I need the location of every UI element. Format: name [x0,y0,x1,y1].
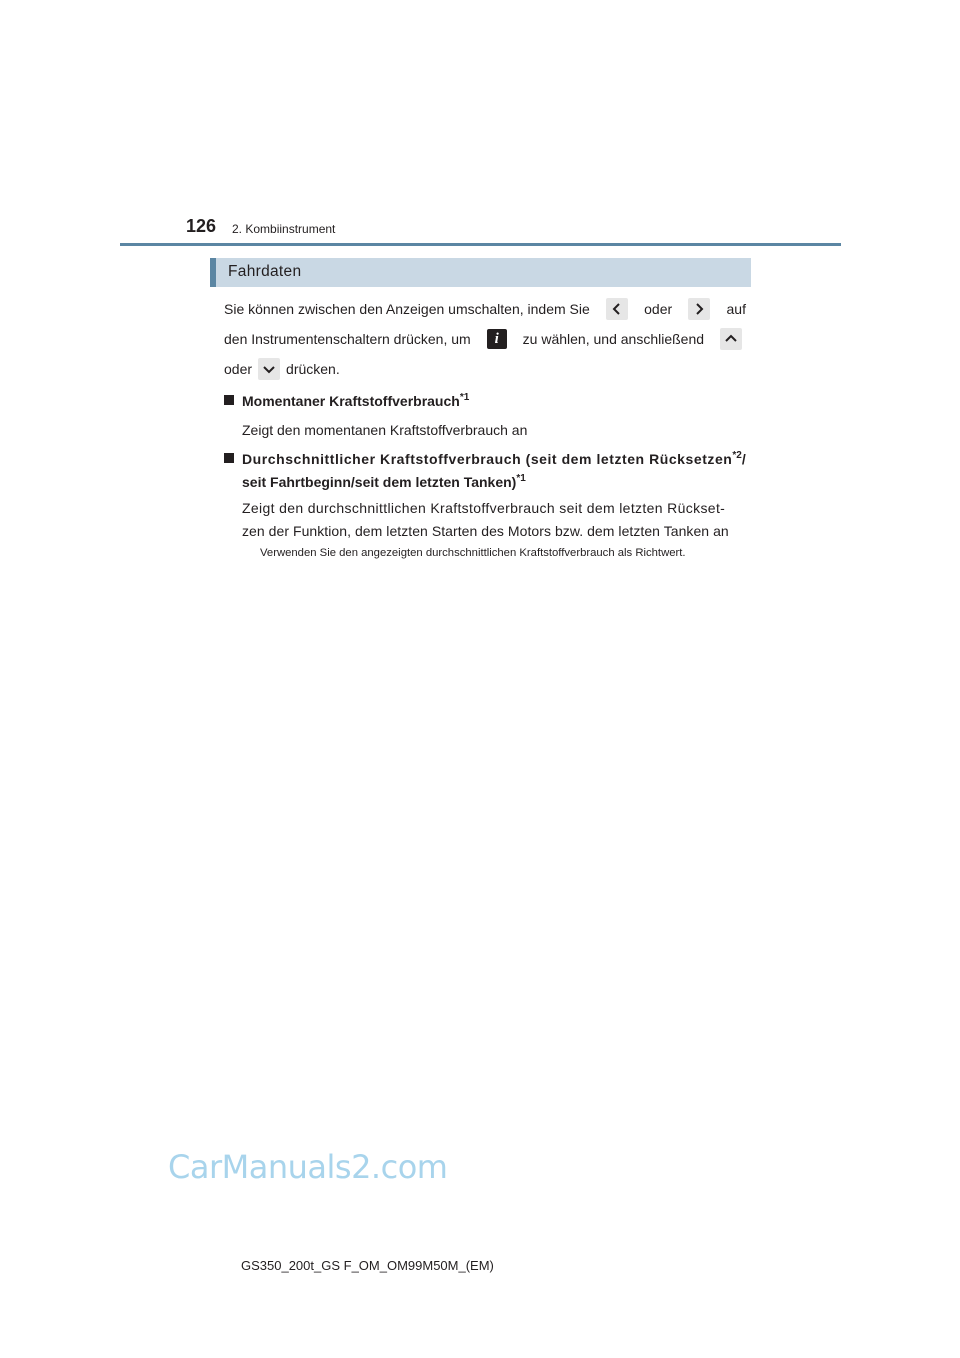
footnote-marker: *2 [732,450,742,461]
info-icon [487,329,507,349]
page-number: 126 [186,216,217,236]
intro-text: den Instrumentenschaltern drücken, um [224,331,471,347]
chevron-up-icon [720,328,742,350]
info-icon-glyph: i [494,331,499,347]
footnote-marker: *1 [459,392,470,403]
note-text: Verwenden Sie den angezeigten durchschnittlichen Kraftstoffverbrauch als Richtwert. [260,547,686,559]
item-title: Durchschnittlicher Kraftstoffverbrauch (seit dem letzten Rücksetzen [242,451,733,467]
item-heading [224,447,746,471]
chevron-down-icon [258,358,280,380]
footer-doc-code: GS350_200t_GS F_OM_OM99M50M_(EM) [241,1258,494,1273]
intro-text: oder [644,301,673,317]
chapter-title: 2. Kombiinstrument [232,222,336,236]
item-description: Zeigt den momentanen Kraftstoffverbrauch an [242,422,528,438]
chevron-right-icon [688,298,710,320]
bullet-square-icon [224,395,234,405]
intro-text: drücken. [286,361,340,377]
item-description: zen der Funktion, dem letzten Starten des Motors bzw. dem letzten Tanken an [242,523,729,539]
footnote-marker: *1 [516,473,526,484]
item-title: seit Fahrtbeginn/seit dem letzten Tanken) [242,474,517,490]
intro-line-1 [224,297,746,321]
item-description: Zeigt den durchschnittlichen Kraftstoffverbrauch seit dem letzten Rückset- [242,500,726,516]
watermark-logo: CarManuals2.com [168,1148,448,1186]
chevron-left-icon [606,298,628,320]
intro-text: zu wählen, und anschließend [522,331,705,347]
intro-line-3 [224,357,746,381]
item-title: Momentaner Kraftstoffverbrauch [242,393,460,409]
intro-text: Sie können zwischen den Anzeigen umschalten, indem Sie [224,301,590,317]
section-header [210,258,751,287]
item-title-slash: / [741,451,746,467]
item-heading [224,389,469,413]
item-heading-continued [242,470,526,494]
intro-text: oder [224,361,253,377]
bullet-square-icon [224,453,234,463]
header-rule [120,243,841,246]
intro-line-2 [224,327,746,351]
section-title: Fahrdaten [228,263,302,280]
intro-text: auf [726,301,746,317]
